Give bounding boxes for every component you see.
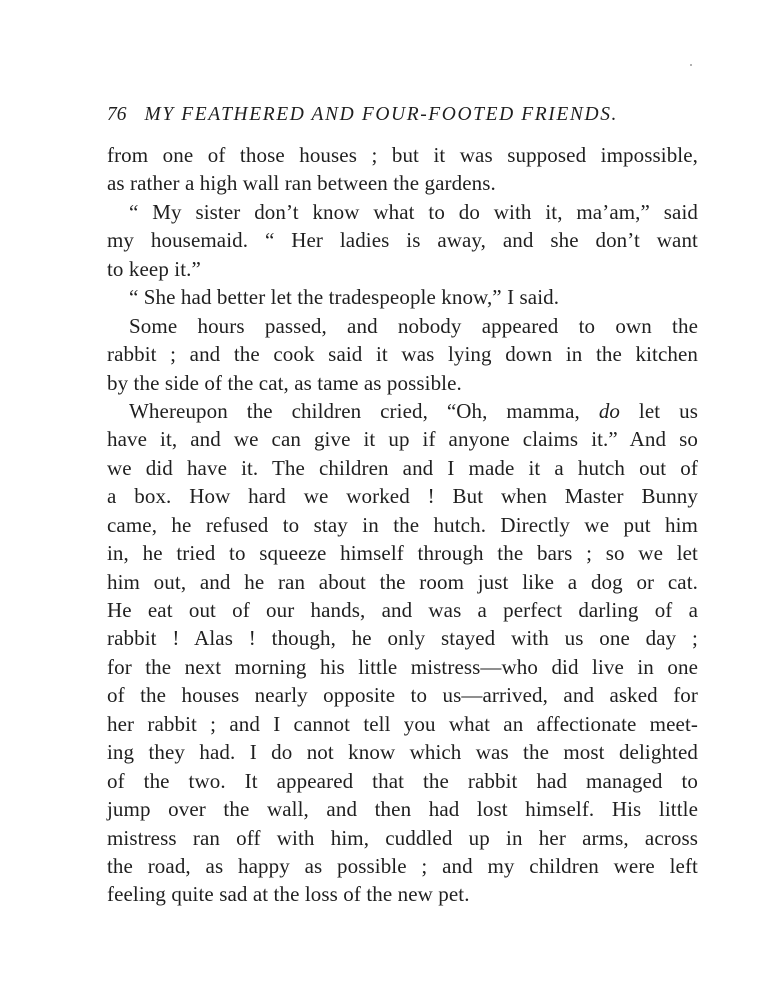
text-line: for the next morning his little mistress—who did live in one xyxy=(107,654,698,679)
text-line: jump over the wall, and then had lost himself. His little xyxy=(107,797,698,822)
text-line: in, he tried to squeeze himself through the bars ; so we let xyxy=(107,541,698,566)
text-line: by the side of the cat, as tame as possible. xyxy=(107,370,462,395)
text-line: of the two. It appeared that the rabbit had managed to xyxy=(107,768,698,793)
text-line: we did have it. The children and I made it a hutch out of xyxy=(107,455,698,480)
text-line: rabbit ; and the cook said it was lying down in the kitchen xyxy=(107,342,698,367)
text-line: He eat out of our hands, and was a perfect darling of a xyxy=(107,598,698,622)
text-line: from one of those houses ; but it was supposed impossible, xyxy=(107,143,698,167)
text-line: her rabbit ; and I cannot tell you what an affectionate meet- xyxy=(107,711,698,736)
running-title: MY FEATHERED AND FOUR-FOOTED FRIENDS. xyxy=(144,104,619,125)
text-line: as rather a high wall ran between the gardens. xyxy=(107,171,496,196)
text-line: to keep it.” xyxy=(107,256,201,281)
running-header xyxy=(107,103,667,127)
text-line: came, he refused to stay in the hutch. Directly we put him xyxy=(107,512,698,537)
text-line: mistress ran off with him, cuddled up in her arms, across xyxy=(107,825,698,850)
text-line: the road, as happy as possible ; and my children were left xyxy=(107,853,698,878)
emphasis: do xyxy=(598,398,621,423)
text-line: a box. How hard we worked ! But when Master Bunny xyxy=(107,484,698,509)
text-line: feeling quite sad at the loss of the new pet. xyxy=(107,882,470,907)
text-line: ing they had. I do not know which was the most delighted xyxy=(107,740,698,765)
text-line: “ My sister don’t know what to do with it, ma’am,” said xyxy=(129,199,698,224)
text-line: Whereupon the children cried, “Oh, mamma, do let us xyxy=(129,398,698,423)
body-text xyxy=(107,141,698,909)
page-number: 76 xyxy=(107,104,127,125)
text-line: rabbit ! Alas ! though, he only stayed with us one day ; xyxy=(107,626,698,651)
text-line: “ She had better let the tradespeople know,” I said. xyxy=(129,285,560,310)
paper-speck xyxy=(690,64,692,66)
text-line: of the houses nearly opposite to us—arrived, and asked for xyxy=(107,683,698,708)
text-line: Some hours passed, and nobody appeared to own the xyxy=(129,313,698,338)
text-line: have it, and we can give it up if anyone claims it.” And so xyxy=(107,427,698,452)
text-line: my housemaid. “ Her ladies is away, and she don’t want xyxy=(107,228,698,253)
text-line: him out, and he ran about the room just like a dog or cat. xyxy=(107,569,698,594)
